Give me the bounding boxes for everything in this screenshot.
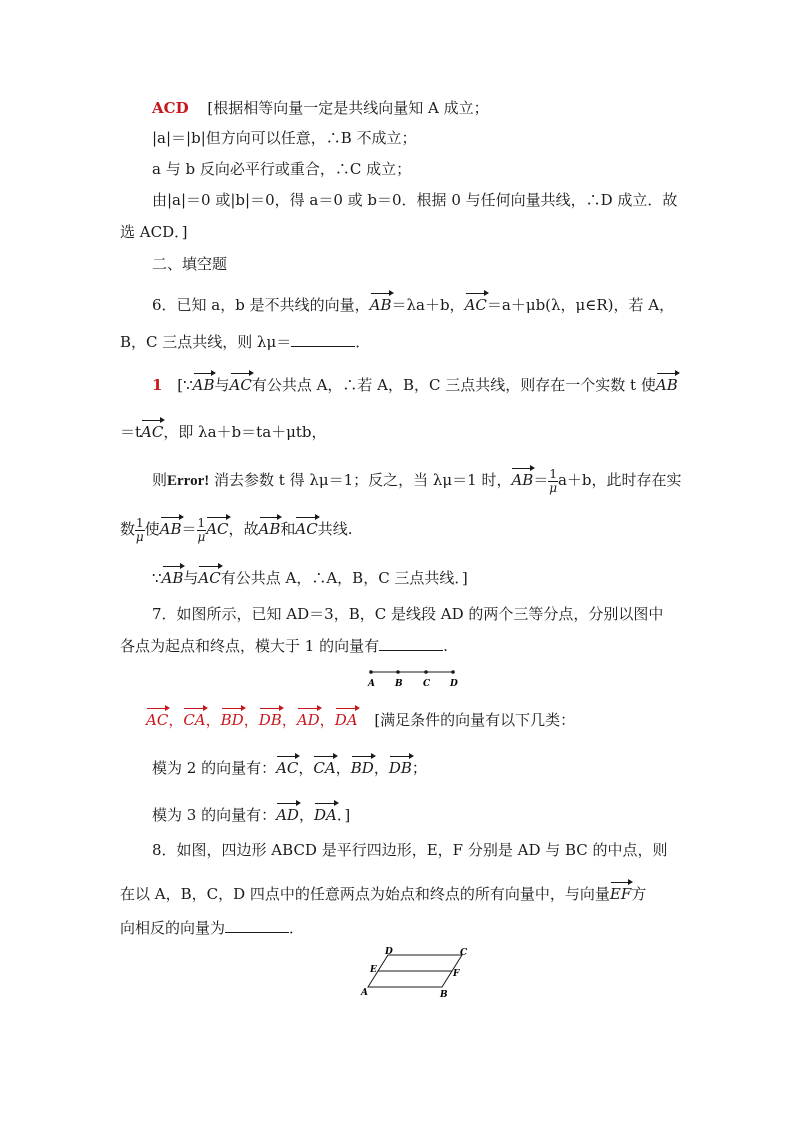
label-c: C [423,679,431,689]
q6-sol4-c: ＝ [181,520,197,538]
q7-mod2-label: 模为 2 的向量有： [152,759,277,777]
label-d: D [450,679,458,689]
q5-solution-line4: 由|a|＝0 或|b|＝0，得 a＝0 或 b＝0．根据 0 与任何向量共线，∴D 成立．故 [152,191,678,209]
q5-solution-line5: 选 ACD．] [120,223,188,241]
q6-line2 [120,332,370,352]
vector-bd: BD [221,706,244,730]
q6-sol5-a: ∵ [152,569,162,587]
q7-line1: 7．如图所示，已知 AD＝3，B，C 是线段 AD 的两个三等分点，分别以图中 [152,605,664,623]
vector-ac: AC [295,515,317,539]
q6-solution-line4 [120,515,352,544]
q7-line2 [120,636,448,656]
q8-answer-blank [225,918,289,933]
vector-ca: CA [313,754,335,778]
q6-sol4-b: 使 [144,520,160,538]
q6-solution-line3 [152,466,682,495]
q7-mod3-label: 模为 3 的向量有： [152,806,277,824]
point-a [369,670,373,674]
q6-sol3-d: a＋b，此时存在实 [557,471,682,489]
q6-sol3-a: 则 [152,471,168,489]
q6-answer-blank [291,332,355,347]
section-title: 二、填空题 [152,255,228,273]
label-b: B [395,679,403,689]
vector-ac: AC [198,564,220,588]
label-a: A [361,988,368,998]
label-a: A [368,679,375,689]
label-b: B [440,990,448,1000]
q8-line3 [120,918,304,938]
label-e: E [370,965,377,975]
q7-answer: AC，CA，BD，DB，AD，DA [满足条件的向量有以下几类： [146,706,575,730]
q6-text-c: ＝a＋μb(λ，μ∈R)，若 A， [486,296,675,314]
vector-bd: BD [351,754,374,778]
q7-mod2-line: 模为 2 的向量有：AC，CA，BD，DB； [152,754,427,778]
q7-text-2-end: . [443,637,448,655]
q7-answer-blank [379,636,443,651]
q6-text-b: ＝λa＋b， [391,296,465,314]
error-text: Error! [167,473,210,489]
q8-line2 [120,880,646,904]
vector-ab: AB [160,515,182,539]
q6-sol4-f: 共线. [317,520,353,538]
vector-ad: AD [297,706,320,730]
label-c: C [460,948,468,958]
q7-segment-figure [360,664,470,690]
vector-ad: AD [276,801,299,825]
q5-solution-line1 [152,98,489,118]
vector-ac: AC [276,754,298,778]
q6-sol3-c: ＝ [533,471,549,489]
q8-text-2b: 方 [631,885,647,903]
vector-ca: CA [183,706,205,730]
q8-parallelogram-figure [354,945,474,1001]
q6-sol5-c: 有公共点 A，∴A，B，C 三点共线．] [220,569,468,587]
vector-ac: AC [206,515,228,539]
q6-sol2-a: ＝t [120,423,142,441]
vector-ab: AB [193,371,215,395]
vector-da: DA [314,801,337,825]
fraction-one-over-mu: $\frac{1}{\mu}$ [135,515,144,544]
q6-sol3-b: 消去参数 t 得 λμ＝1；反之，当 λμ＝1 时， [214,471,512,489]
q6-answer: 1 [152,376,163,394]
fraction-one-over-mu: $\frac{1}{\mu}$ [549,466,558,495]
vector-ab: AB [259,515,281,539]
q8-text-3: 向相反的向量为 [120,919,226,937]
q6-solution-line1 [152,371,678,395]
q6-sol4-e: 和 [280,520,296,538]
vector-ac: AC [146,706,168,730]
vector-ab: AB [370,291,392,315]
q7-mod3-line: 模为 3 的向量有：AD，DA．] [152,801,350,825]
vector-ac: AC [465,291,487,315]
vector-da: DA [335,706,358,730]
q6-line1 [152,291,674,315]
fraction-one-over-mu: $\frac{1}{\mu}$ [197,515,206,544]
label-d: D [385,947,393,957]
vector-ab: AB [656,371,678,395]
vector-ab: AB [511,466,533,490]
q8-text-2a: 在以 A，B，C，D 四点中的任意两点为始点和终点的所有向量中，与向量 [120,885,610,903]
q6-sol-b: 与 [214,376,230,394]
q8-line1: 8．如图，四边形 ABCD 是平行四边形，E，F 分别是 AD 与 BC 的中点，则 [152,841,668,859]
vector-db: DB [259,706,282,730]
vector-db: DB [389,754,412,778]
label-f: F [453,969,460,979]
q6-sol5-b: 与 [183,569,199,587]
q6-text-2-end: ． [355,333,371,351]
q8-text-3-end: ． [289,919,305,937]
vector-ac: AC [141,418,163,442]
q5-text-1: [根据相等向量一定是共线向量知 A 成立； [207,99,489,117]
q7-text-2: 各点为起点和终点，模大于 1 的向量有 [120,637,380,655]
q6-text-a: 6．已知 a，b 是不共线的向量， [152,296,370,314]
point-b [396,670,400,674]
q7-sol-text: [满足条件的向量有以下几类： [374,711,576,729]
point-d [451,670,455,674]
vector-ab: AB [162,564,184,588]
vector-ac: AC [230,371,252,395]
q6-sol4-d: ，故 [228,520,259,538]
q5-solution-line2: |a|＝|b|但方向可以任意，∴B 不成立； [152,129,417,147]
q6-text-2: B，C 三点共线，则 λμ＝ [120,333,292,351]
point-c [424,670,428,674]
q5-answer: ACD [152,99,189,117]
q6-sol-a: [∵ [177,376,193,394]
vector-ef: EF [610,880,631,904]
q6-solution-line2 [120,418,327,442]
q5-solution-line3: a 与 b 反向必平行或重合，∴C 成立； [152,160,412,178]
q6-sol2-b: ，即 λa＋b＝ta＋μtb， [163,423,327,441]
q6-sol-c: 有公共点 A，∴若 A，B，C 三点共线，则存在一个实数 t 使 [251,376,656,394]
q6-solution-line5 [152,564,468,588]
q6-sol4-a: 数 [120,520,136,538]
